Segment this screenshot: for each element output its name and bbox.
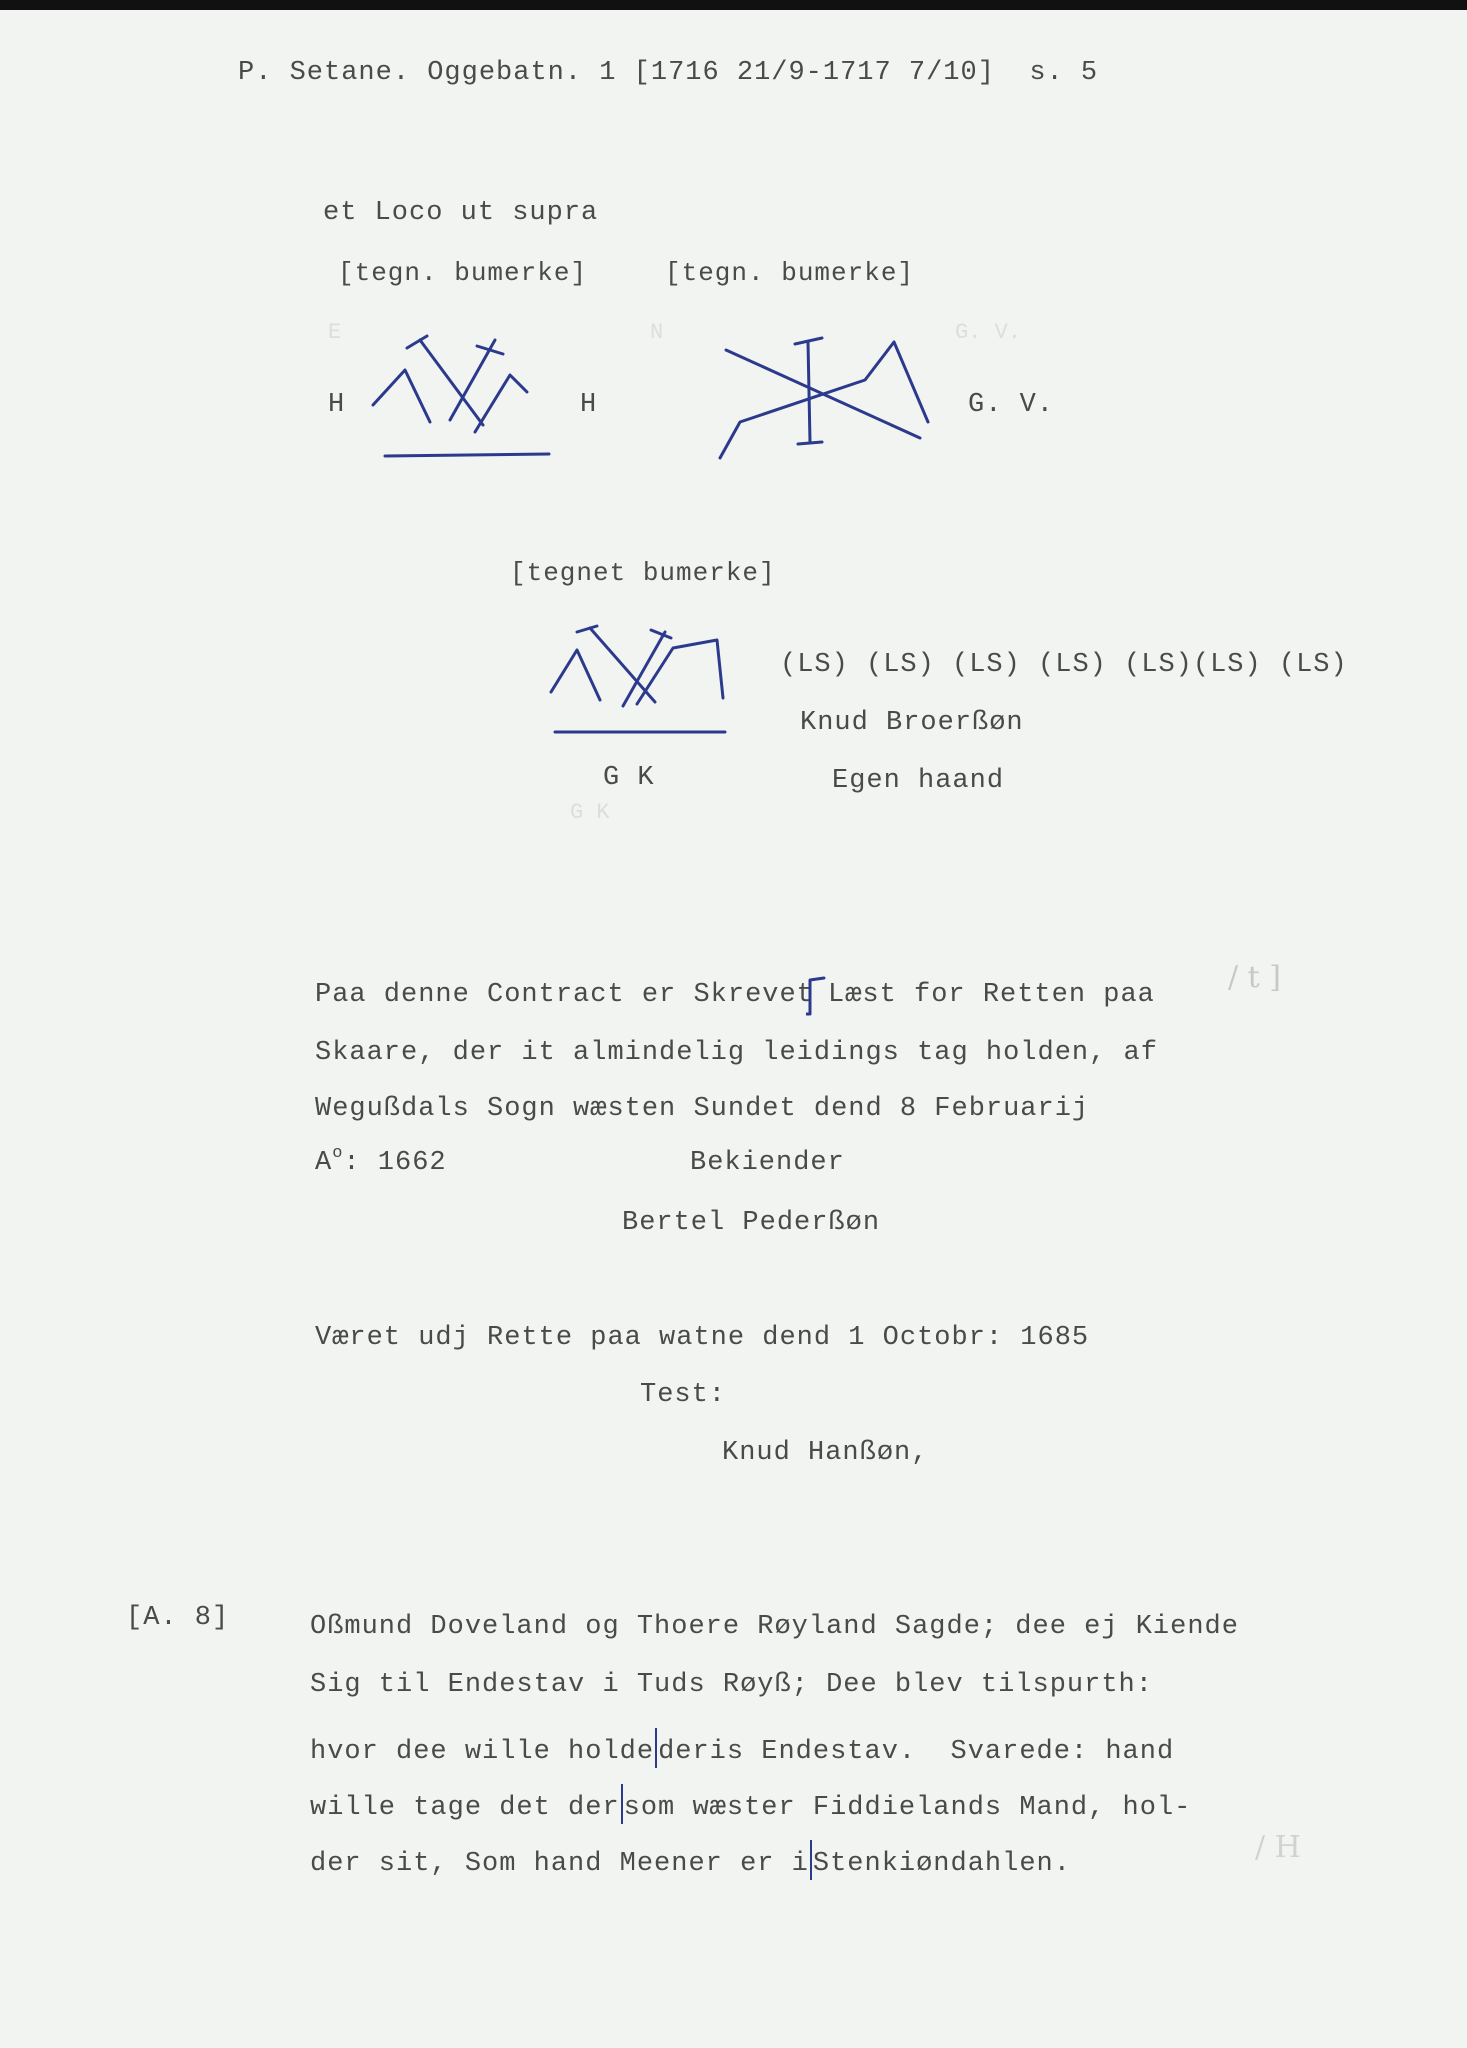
anno-year: : 1662	[343, 1148, 447, 1178]
para1-line2: Skaare, der it almindelig leidings tag holden, af	[315, 1038, 1158, 1068]
initials-gk: G K	[603, 763, 655, 793]
house-mark-drawing-second	[710, 330, 940, 470]
initial-h-right: H	[580, 390, 598, 420]
signer-bertel-pederson: Bertel Pederßøn	[622, 1208, 881, 1238]
editorial-insertion-mark	[806, 974, 828, 1023]
text-fragment: deris Endestav. Svarede: hand	[658, 1737, 1175, 1767]
pencil-annotation: / H	[1255, 1830, 1301, 1865]
text-fragment: som wæster Fiddielands Mand, hol-	[623, 1793, 1192, 1823]
para1-line4	[315, 1144, 447, 1178]
signer-knud-broerson: Knud Broerßøn	[800, 708, 1024, 738]
bekiender: Bekiender	[690, 1148, 845, 1178]
initials-gv: G. V.	[968, 390, 1055, 420]
para3-line2: Sig til Endestav i Tuds Røyß; Dee blev tilspurth:	[310, 1670, 1153, 1700]
anno-superscript: o	[332, 1144, 344, 1163]
editorial-divider	[810, 1840, 812, 1880]
bleed-through-mark: N	[650, 320, 664, 345]
pencil-annotation: / t ]	[1228, 960, 1281, 995]
para3-line5	[310, 1840, 1071, 1880]
mark-label-third: [tegnet bumerke]	[510, 558, 776, 588]
para1-line1-part2: Læst for Retten paa	[828, 980, 1155, 1010]
para2-test: Test:	[640, 1380, 727, 1410]
text-fragment: hvor dee wille holde	[310, 1737, 655, 1767]
mark-label-second: [tegn. bumerke]	[665, 258, 915, 288]
text-fragment: wille tage det der	[310, 1793, 620, 1823]
para1-line1-part1: Paa denne Contract er Skrevet	[315, 980, 814, 1010]
anno-a: A	[315, 1148, 333, 1178]
mark-label-first: [tegn. bumerke]	[338, 258, 588, 288]
text-fragment: der sit, Som hand Meener er i	[310, 1849, 809, 1879]
egen-haand: Egen haand	[832, 766, 1005, 796]
reference-a8: [A. 8]	[126, 1603, 230, 1633]
signer-knud-hanson: Knud Hanßøn,	[722, 1438, 929, 1468]
scan-border	[0, 0, 1467, 10]
para3-line3	[310, 1728, 1174, 1768]
para2-line1: Været udj Rette paa watne dend 1 Octobr: 1685	[315, 1323, 1090, 1353]
para3-line1: Oßmund Doveland og Thoere Røyland Sagde; dee ej Kiende	[310, 1612, 1239, 1642]
bleed-through-mark: G K	[570, 800, 610, 825]
bleed-through-mark: G. V.	[955, 320, 1022, 345]
text-fragment: Stenkiøndahlen.	[812, 1849, 1071, 1879]
para1-line3: Wegußdals Sogn wæsten Sundet dend 8 Februarij	[315, 1094, 1090, 1124]
page-header: P. Setane. Oggebatn. 1 [1716 21/9-1717 7/10] s. 5	[238, 58, 1099, 88]
editorial-divider	[655, 1728, 657, 1768]
loco-line: et Loco ut supra	[323, 198, 599, 228]
house-mark-drawing-third	[545, 620, 740, 740]
para3-line4	[310, 1784, 1191, 1824]
house-mark-drawing-first	[365, 330, 565, 465]
seals-line: (LS) (LS) (LS) (LS) (LS)(LS) (LS)	[780, 650, 1348, 680]
bleed-through-mark: E	[328, 320, 342, 345]
initial-h-left: H	[328, 390, 346, 420]
editorial-divider	[621, 1784, 623, 1824]
